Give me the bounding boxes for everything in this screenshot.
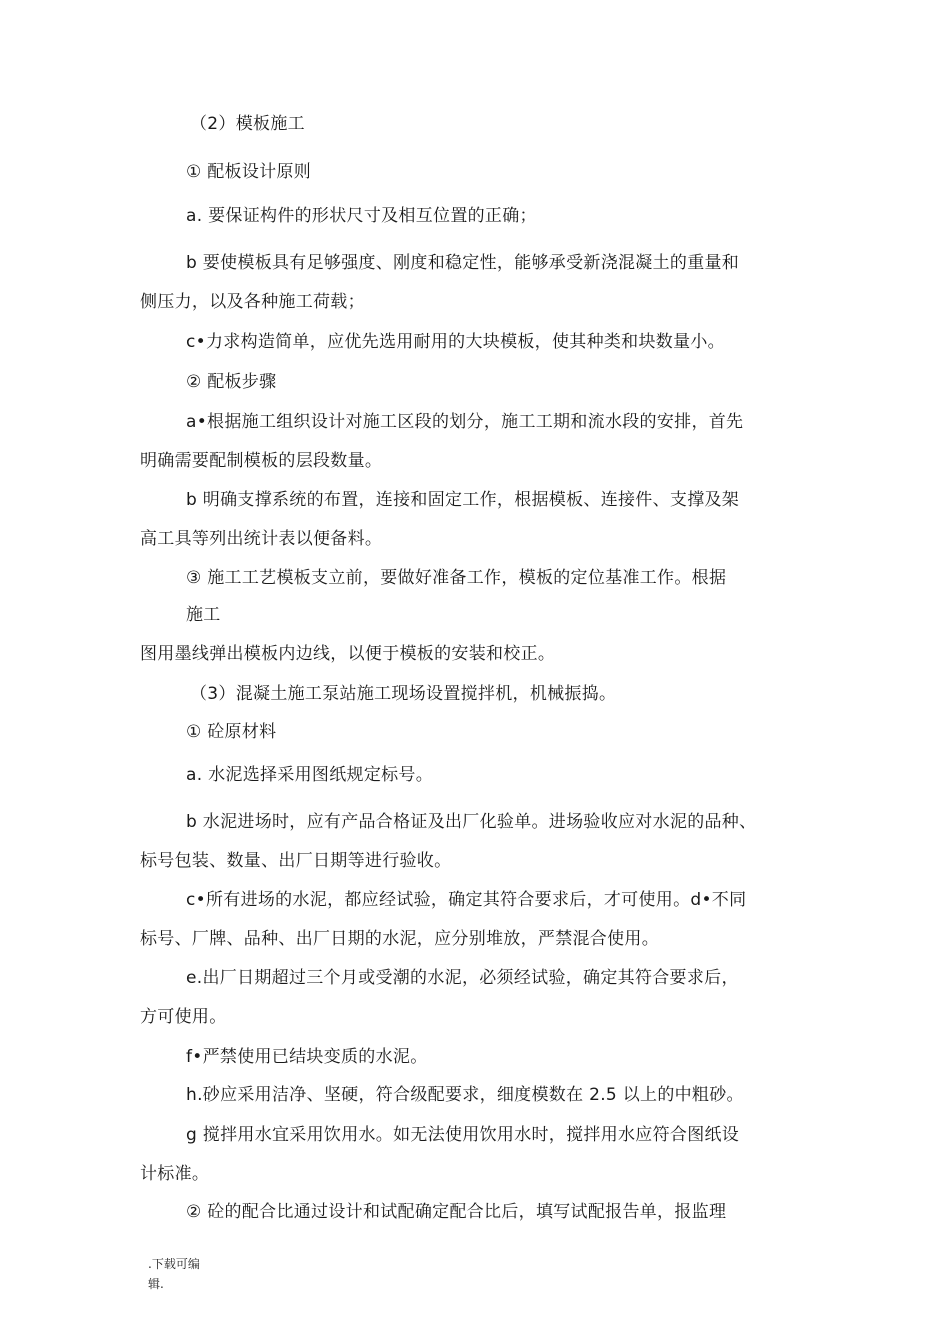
paragraph-line: 施工: [186, 605, 221, 625]
paragraph-line: 侧压力，以及各种施工荷载；: [140, 292, 365, 312]
paragraph-line: ② 砼的配合比通过设计和试配确定配合比后，填写试配报告单，报监理: [186, 1202, 727, 1222]
paragraph-line: 高工具等列出统计表以便备料。: [140, 529, 383, 549]
paragraph-line: 标号包装、数量、出厂日期等进行验收。: [140, 851, 452, 871]
paragraph-line: 图用墨线弹出模板内边线，以便于模板的安装和校正。: [140, 644, 556, 664]
paragraph-line: a•根据施工组织设计对施工区段的划分，施工工期和流水段的安排，首先: [186, 412, 744, 432]
paragraph-line: a. 水泥选择采用图纸规定标号。: [186, 765, 434, 785]
paragraph-line: b 要使模板具有足够强度、刚度和稳定性，能够承受新浇混凝土的重量和: [186, 253, 740, 273]
paragraph-line: c•所有进场的水泥，都应经试验，确定其符合要求后，才可使用。d•不同: [186, 890, 747, 910]
paragraph-line: a. 要保证构件的形状尺寸及相互位置的正确；: [186, 206, 537, 226]
subheading-raw-materials: ① 砼原材料: [186, 722, 277, 742]
section-heading-formwork: （2）模板施工: [190, 114, 305, 134]
footer-note: 辑.: [148, 1277, 164, 1291]
paragraph-line: c•力求构造简单，应优先选用耐用的大块模板，使其种类和块数量小。: [186, 332, 725, 352]
paragraph-line: 方可使用。: [140, 1007, 227, 1027]
footer-note: .下载可编: [148, 1257, 200, 1271]
paragraph-line: ③ 施工工艺模板支立前，要做好准备工作，模板的定位基准工作。根据: [186, 568, 727, 588]
subheading-steps: ② 配板步骤: [186, 372, 277, 392]
paragraph-line: e.出厂日期超过三个月或受潮的水泥，必须经试验，确定其符合要求后，: [186, 968, 739, 988]
paragraph-line: b 水泥进场时，应有产品合格证及出厂化验单。进场验收应对水泥的品种、: [186, 812, 757, 832]
paragraph-line: h.砂应采用洁净、坚硬，符合级配要求，细度模数在 2.5 以上的中粗砂。: [186, 1085, 744, 1105]
paragraph-line: 标号、厂牌、品种、出厂日期的水泥，应分别堆放，严禁混合使用。: [140, 929, 659, 949]
paragraph-line: 计标准。: [140, 1164, 210, 1184]
paragraph-line: b 明确支撑系统的布置，连接和固定工作，根据模板、连接件、支撑及架: [186, 490, 740, 510]
paragraph-line: f•严禁使用已结块变质的水泥。: [186, 1047, 428, 1067]
paragraph-line: 明确需要配制模板的层段数量。: [140, 451, 383, 471]
section-heading-concrete: （3）混凝土施工泵站施工现场设置搅拌机，机械振捣。: [190, 684, 617, 704]
paragraph-line: g 搅拌用水宜采用饮用水。如无法使用饮用水时，搅拌用水应符合图纸设: [186, 1125, 740, 1145]
subheading-design-principles: ① 配板设计原则: [186, 162, 312, 182]
